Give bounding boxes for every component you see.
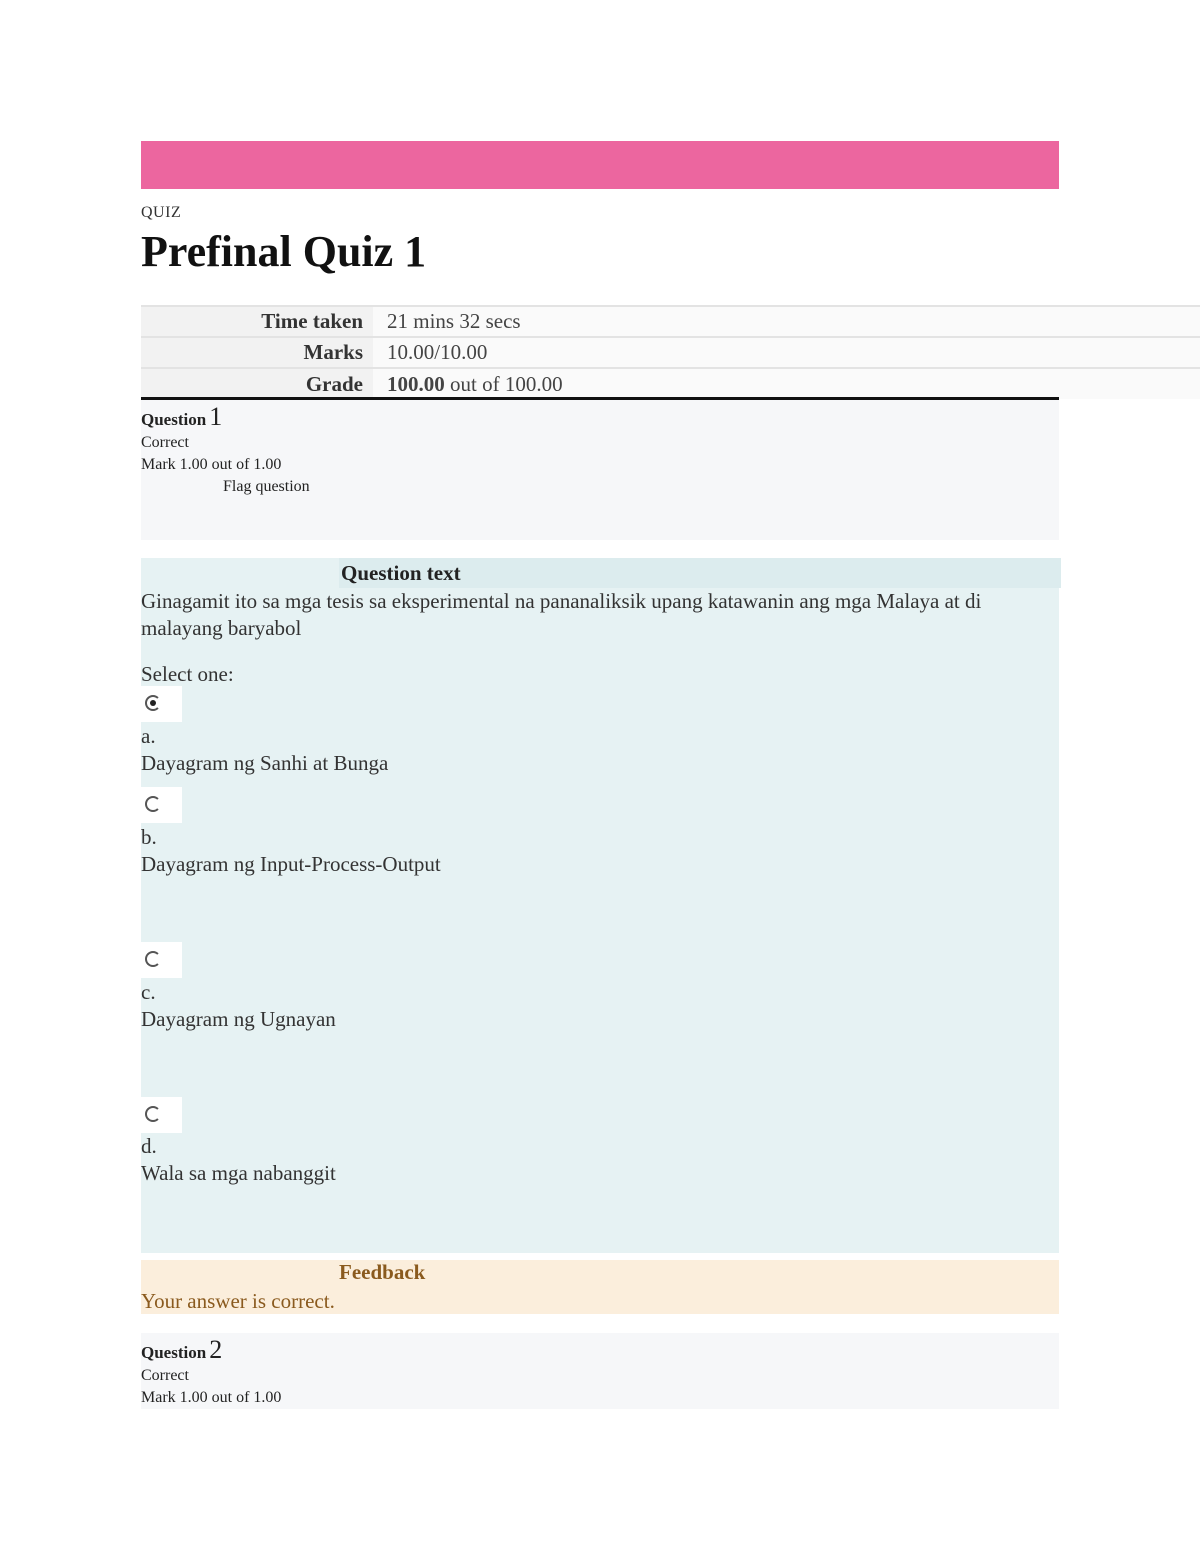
- option-a-text[interactable]: Dayagram ng Sanhi at Bunga: [141, 751, 389, 775]
- question-text-heading: Question text: [341, 561, 461, 585]
- page-kicker: QUIZ: [141, 204, 182, 221]
- option-d-radio-box[interactable]: [141, 1097, 182, 1133]
- summary-value: 10.00/10.00: [373, 337, 1200, 368]
- summary-label: Marks: [141, 337, 373, 368]
- header-banner: [141, 141, 1059, 189]
- option-c-text[interactable]: Dayagram ng Ugnayan: [141, 1007, 336, 1031]
- question-mark: Mark 1.00 out of 1.00: [141, 1389, 282, 1406]
- option-a-letter: a.: [141, 724, 156, 748]
- question-heading: [141, 400, 1059, 432]
- summary-value: [373, 368, 1200, 399]
- feedback-text: Your answer is correct.: [141, 1289, 335, 1313]
- option-b-radio-box[interactable]: [141, 787, 182, 823]
- radio-unchecked-icon[interactable]: [145, 951, 161, 967]
- radio-unchecked-icon[interactable]: [145, 796, 161, 812]
- question-number: 1: [209, 402, 223, 431]
- question-feedback-1: [141, 1260, 1059, 1314]
- question-formulation-1: [141, 558, 1059, 1253]
- radio-unchecked-icon[interactable]: [145, 1106, 161, 1122]
- select-one-prompt: Select one:: [141, 662, 234, 686]
- summary-value: 21 mins 32 secs: [373, 306, 1200, 337]
- question-label: Question: [141, 410, 207, 429]
- option-a-radio-box[interactable]: [141, 686, 182, 722]
- attempt-summary-table: [141, 305, 1200, 399]
- summary-label: Grade: [141, 368, 373, 399]
- summary-row-time-taken: [141, 306, 1200, 337]
- question-info-1: [141, 400, 1059, 540]
- option-d-letter: d.: [141, 1134, 157, 1158]
- question-state: Correct: [141, 434, 189, 451]
- question-state: Correct: [141, 1367, 189, 1384]
- summary-label: Time taken: [141, 306, 373, 337]
- page-title: Prefinal Quiz 1: [141, 227, 427, 276]
- question-heading: [141, 1333, 1059, 1365]
- option-c-radio-box[interactable]: [141, 942, 182, 978]
- radio-checked-icon[interactable]: [145, 695, 161, 711]
- question-number: 2: [209, 1335, 223, 1364]
- grade-out-of: out of 100.00: [444, 371, 563, 396]
- feedback-heading: Feedback: [339, 1260, 426, 1284]
- option-b-text[interactable]: Dayagram ng Input-Process-Output: [141, 852, 441, 876]
- question-mark: Mark 1.00 out of 1.00: [141, 456, 282, 473]
- question-info-2: [141, 1333, 1059, 1409]
- summary-row-grade: [141, 368, 1200, 399]
- option-b-letter: b.: [141, 825, 157, 849]
- option-c-letter: c.: [141, 980, 156, 1004]
- flag-question-link[interactable]: Flag question: [223, 478, 310, 495]
- question-label: Question: [141, 1343, 207, 1362]
- grade-value: 100.00: [387, 371, 445, 396]
- question-text: Ginagamit ito sa mga tesis sa eksperimental na pananaliksik upang katawanin ang mga Malaya at di malayang baryabol: [141, 589, 982, 640]
- option-d-text[interactable]: Wala sa mga nabanggit: [141, 1161, 336, 1185]
- summary-row-marks: [141, 337, 1200, 368]
- question-text-header: [339, 558, 1061, 588]
